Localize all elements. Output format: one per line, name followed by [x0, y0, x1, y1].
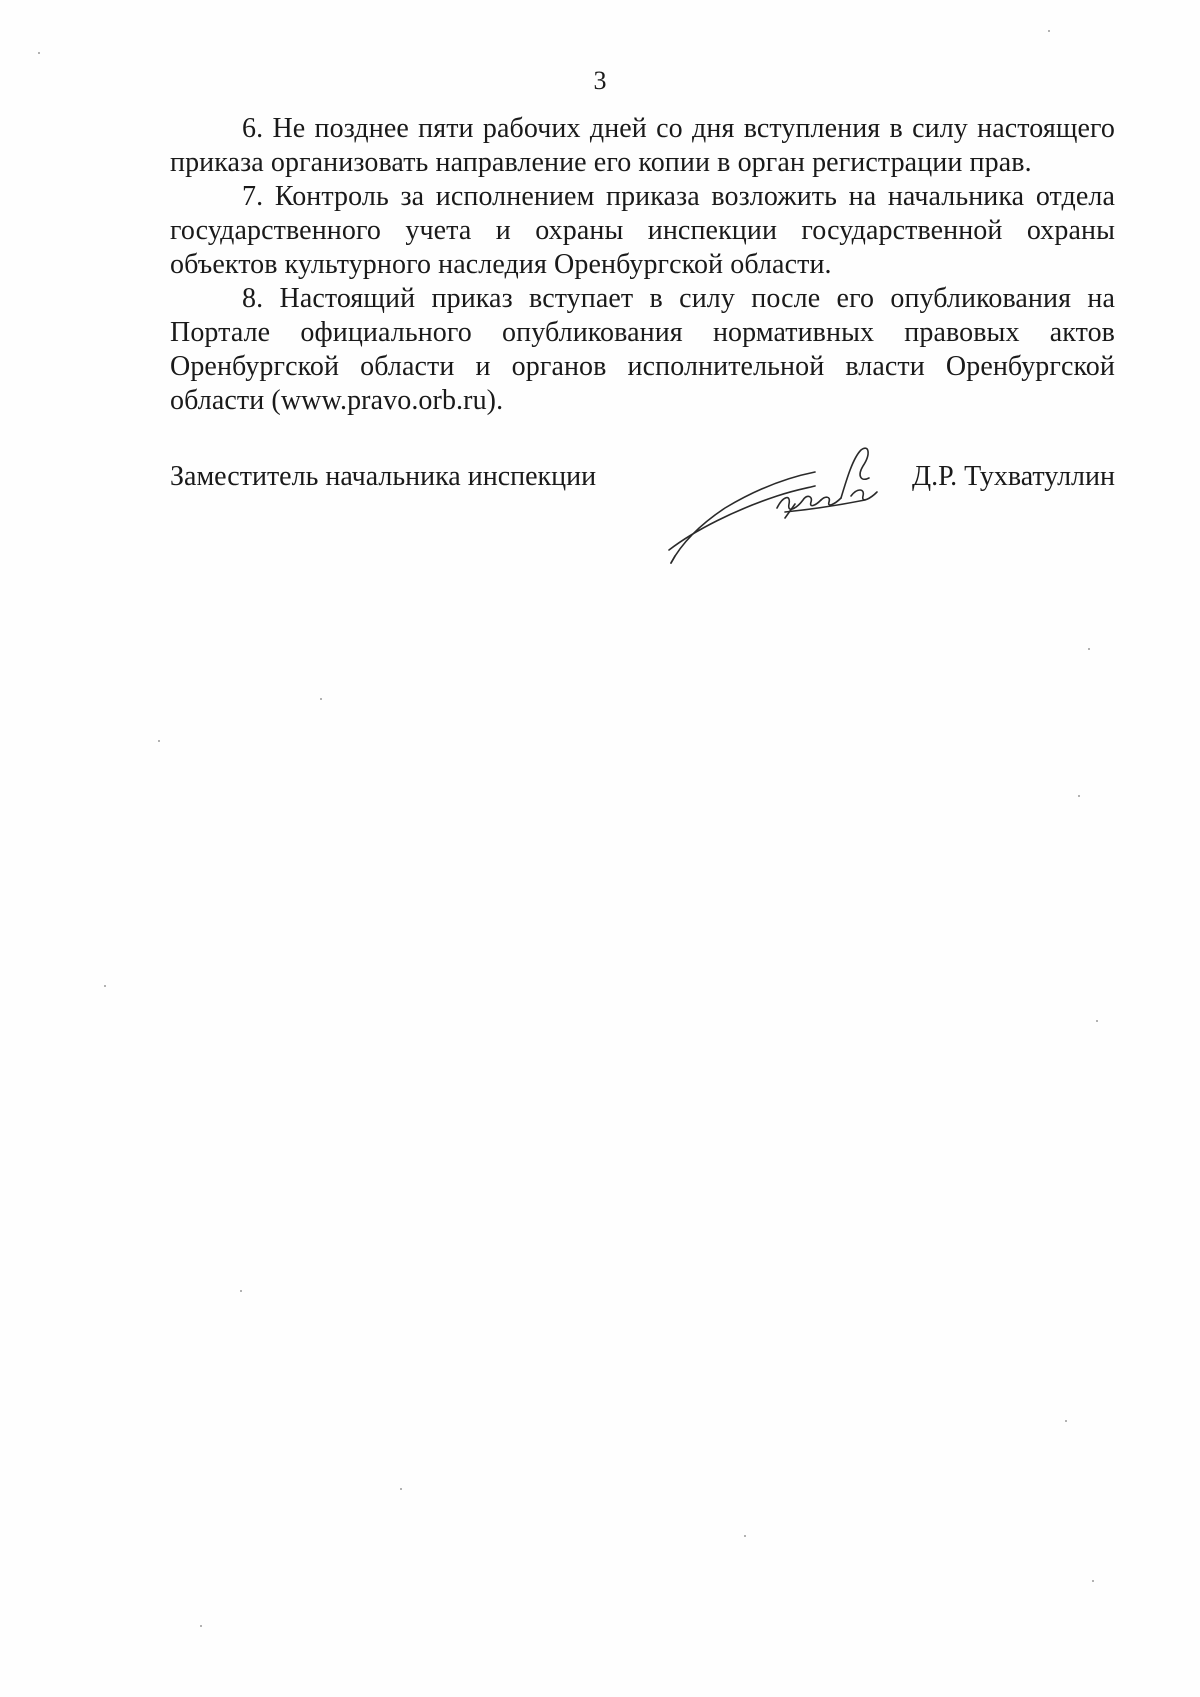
scan-speck — [240, 1290, 242, 1292]
signature-block — [170, 460, 1115, 580]
paragraph-item-7: 7. Контроль за исполнением приказа возложить на начальника отдела государственного учета и охраны инспекции государственной охраны объектов культурного наследия Оренбургской области. — [170, 181, 1115, 280]
signer-name: Д.Р. Тухватуллин — [912, 461, 1115, 492]
scan-speck — [38, 52, 40, 54]
scan-speck — [1092, 1580, 1094, 1582]
document-body — [170, 112, 1115, 418]
scan-speck — [1048, 30, 1050, 32]
scan-speck — [1096, 1020, 1098, 1022]
scan-speck — [400, 1488, 402, 1490]
scan-speck — [744, 1535, 746, 1537]
signer-position-title: Заместитель начальника инспекции — [170, 461, 597, 492]
paragraph-item-6: 6. Не позднее пяти рабочих дней со дня вступления в силу настоящего приказа организовать направление его копии в орган регистрации прав. — [170, 113, 1115, 178]
paragraph-item-8: 8. Настоящий приказ вступает в силу после его опубликования на Портале официального опубликования нормативных правовых актов Оренбургской области и органов исполнительной власти Оренбургской области (www.pravo.orb.ru). — [170, 283, 1115, 416]
scan-speck — [1088, 648, 1090, 650]
handwritten-signature-icon — [665, 438, 905, 568]
scan-speck — [158, 740, 160, 742]
page-number: 3 — [593, 66, 607, 95]
scan-speck — [104, 985, 106, 987]
scan-speck — [1078, 795, 1080, 797]
scan-speck — [200, 1625, 202, 1627]
scan-speck — [1065, 1420, 1067, 1422]
scan-speck — [320, 698, 322, 700]
